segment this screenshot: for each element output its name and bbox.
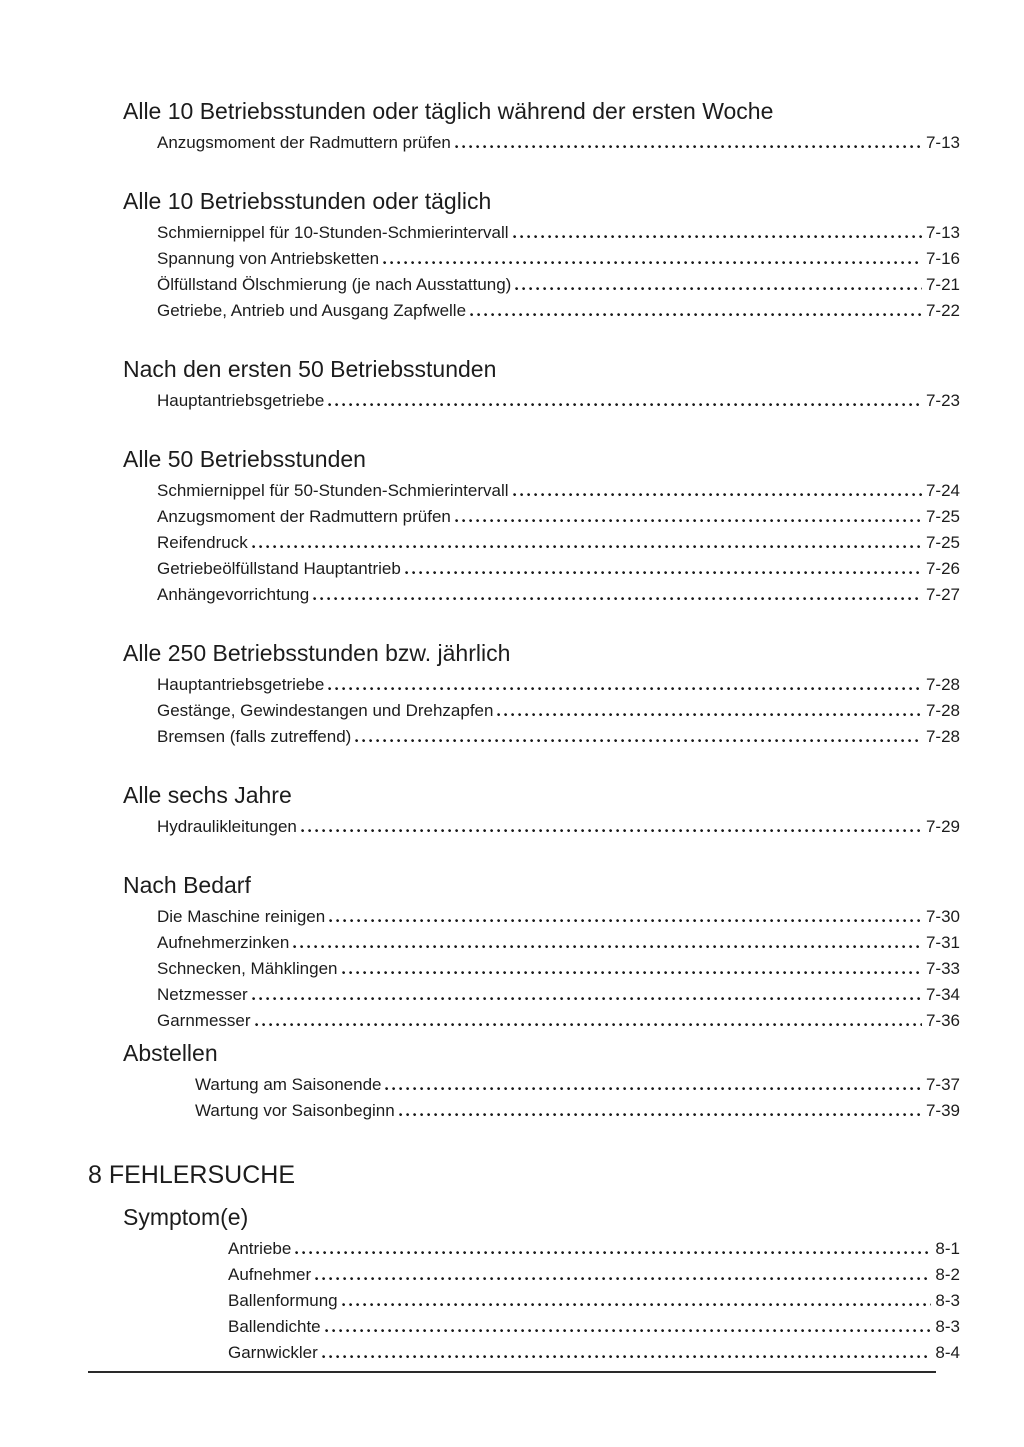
chapter-heading: 8 FEHLERSUCHE [88,1161,295,1189]
toc-section [88,1202,960,1366]
toc-leader-dots [513,493,922,497]
section-heading: Alle sechs Jahre [123,782,292,808]
toc-leader-dots [497,713,922,717]
toc-entry-page: 7-27 [925,585,960,604]
toc-entry-label: Gestänge, Gewindestangen und Drehzapfen [157,701,494,720]
toc-entry-label: Spannung von Antriebsketten [157,249,380,268]
toc-leader-dots [328,403,922,407]
toc-entry [88,582,960,608]
toc-entry-page: 8-3 [935,1291,960,1310]
toc-leader-dots [293,945,922,949]
toc-entry [88,1288,960,1314]
toc-entry-label: Schmiernippel für 10-Stunden-Schmierintervall [157,223,509,242]
toc-entry-label: Hauptantriebsgetriebe [157,675,325,694]
toc-leader-dots [315,1277,931,1281]
toc-entry-label: Aufnehmerzinken [157,933,290,952]
toc-entry [88,982,960,1008]
toc-entry [88,724,960,750]
toc-leader-dots [342,971,922,975]
toc-entry-label: Die Maschine reinigen [157,907,326,926]
toc-entry [88,130,960,156]
toc-entry-label: Antriebe [228,1239,292,1258]
toc-entry [88,1072,960,1098]
toc-section [88,780,960,840]
toc-entry [88,530,960,556]
toc-entry-page: 7-25 [925,533,960,552]
toc-leader-dots [325,1329,932,1333]
toc-entry [88,298,960,324]
section-heading: Alle 10 Betriebsstunden oder täglich [123,188,492,214]
toc-entry [88,904,960,930]
toc-leader-dots [313,597,922,601]
toc-section [88,638,960,750]
toc-entry-page: 7-13 [925,133,960,152]
section-heading: Nach den ersten 50 Betriebsstunden [123,356,497,382]
toc-entry-page: 7-31 [925,933,960,952]
toc-leader-dots [455,519,922,523]
toc-section [88,354,960,414]
toc-section [88,444,960,608]
toc-entry-page: 7-26 [925,559,960,578]
toc-entry [88,956,960,982]
toc-entry-page: 8-4 [935,1343,960,1362]
toc-entry-label: Hauptantriebsgetriebe [157,391,325,410]
toc-leader-dots [252,997,922,1001]
toc-entry-label: Anzugsmoment der Radmuttern prüfen [157,507,451,526]
toc-entry [88,1262,960,1288]
toc-entry-label: Anzugsmoment der Radmuttern prüfen [157,133,451,152]
toc-leader-dots [385,1087,921,1091]
toc-entry-page: 7-39 [925,1101,960,1120]
toc-leader-dots [328,687,922,691]
toc-entry-page: 7-24 [925,481,960,500]
toc-entry-page: 7-28 [925,701,960,720]
toc-leader-dots [255,1023,922,1027]
section-heading: Alle 250 Betriebsstunden bzw. jährlich [123,640,511,666]
toc-leader-dots [399,1113,922,1117]
toc-entry [88,478,960,504]
toc-entry-label: Getriebeölfüllstand Hauptantrieb [157,559,401,578]
toc-entry-page: 8-2 [935,1265,960,1284]
toc-entry-label: Wartung vor Saisonbeginn [195,1101,395,1120]
toc-entry [88,814,960,840]
toc-entry-page: 7-25 [925,507,960,526]
toc-entry [88,1236,960,1262]
toc-leader-dots [295,1251,931,1255]
toc-entry [88,698,960,724]
toc-leader-dots [455,145,922,149]
toc-entry-page: 7-28 [925,675,960,694]
toc-entry-page: 7-37 [925,1075,960,1094]
section-heading: Nach Bedarf [123,872,251,898]
toc-leader-dots [329,919,922,923]
toc-entry [88,246,960,272]
toc-entry-page: 7-33 [925,959,960,978]
section-heading: Alle 50 Betriebsstunden [123,446,366,472]
toc-sections [88,96,960,1366]
toc-entry [88,272,960,298]
toc-leader-dots [470,313,922,317]
toc-entry-page: 7-29 [925,817,960,836]
toc-entry-label: Wartung am Saisonende [195,1075,382,1094]
toc-entry-page: 7-22 [925,301,960,320]
toc-entry [88,930,960,956]
toc-entry-page: 7-16 [925,249,960,268]
toc-entry-label: Netzmesser [157,985,248,1004]
toc-entry [88,504,960,530]
toc-entry-label: Ballendichte [228,1317,321,1336]
toc-entry [88,388,960,414]
toc-entry-page: 7-30 [925,907,960,926]
toc-section [88,186,960,324]
toc-entry-page: 8-3 [935,1317,960,1336]
toc-leader-dots [515,287,922,291]
toc-section [88,1038,960,1124]
toc-leader-dots [252,545,922,549]
toc-entry-label: Aufnehmer [228,1265,312,1284]
toc-section [88,870,960,1034]
toc-entry-label: Garnwickler [228,1343,318,1362]
toc-leader-dots [301,829,922,833]
toc-section [88,1158,960,1192]
toc-entry-label: Ölfüllstand Ölschmierung (je nach Ausstattung) [157,275,512,294]
toc-leader-dots [513,235,922,239]
footer-rule [88,1371,936,1373]
toc-entry [88,1098,960,1124]
toc-entry-label: Getriebe, Antrieb und Ausgang Zapfwelle [157,301,467,320]
toc-entry [88,1008,960,1034]
toc-entry-label: Schmiernippel für 50-Stunden-Schmierintervall [157,481,509,500]
toc-leader-dots [405,571,922,575]
toc-entry [88,672,960,698]
toc-entry-label: Bremsen (falls zutreffend) [157,727,352,746]
toc-entry-page: 8-1 [935,1239,960,1258]
toc-entry [88,556,960,582]
toc-leader-dots [322,1355,932,1359]
toc-entry-label: Garnmesser [157,1011,251,1030]
toc-entry-page: 7-23 [925,391,960,410]
toc-leader-dots [342,1303,932,1307]
toc-entry-page: 7-13 [925,223,960,242]
section-heading: Symptom(e) [123,1204,249,1230]
toc-entry [88,220,960,246]
toc-entry-label: Ballenformung [228,1291,338,1310]
toc-entry-label: Anhängevorrichtung [157,585,310,604]
toc-entry-label: Schnecken, Mähklingen [157,959,338,978]
toc-entry-page: 7-28 [925,727,960,746]
toc-entry-label: Reifendruck [157,533,248,552]
toc-entry-page: 7-21 [925,275,960,294]
toc-leader-dots [355,739,922,743]
toc-leader-dots [383,261,922,265]
toc-entry [88,1340,960,1366]
toc-entry-label: Hydraulikleitungen [157,817,297,836]
section-heading: Alle 10 Betriebsstunden oder täglich während der ersten Woche [123,98,774,124]
section-heading: Abstellen [123,1040,218,1066]
toc-entry [88,1314,960,1340]
toc-entry-page: 7-34 [925,985,960,1004]
toc-entry-page: 7-36 [925,1011,960,1030]
toc-section [88,96,960,156]
